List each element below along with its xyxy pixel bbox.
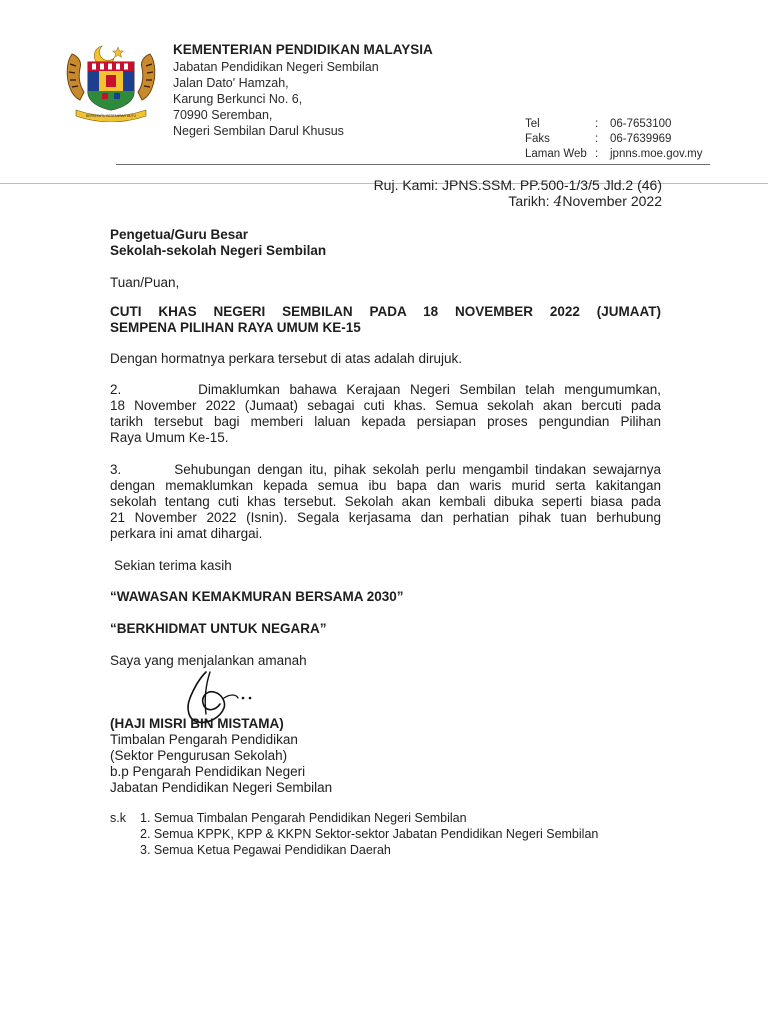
reference-number: Ruj. Kami: JPNS.SSM. PP.500-1/3/5 Jld.2 (46) (373, 177, 662, 193)
letterhead-divider (116, 164, 710, 165)
contact-value: 06-7653100 (610, 118, 672, 130)
signatory-name: (HAJI MISRI BIN MISTAMA) (110, 716, 284, 731)
paragraph-2: 2. Dimaklumkan bahawa Kerajaan Negeri Sembilan telah mengumumkan, 18 November 2022 (Jumaat) sebagai cuti khas. Semua sekolah akan bercuti pada tarikh tersebut bagi memberi laluan kepada persiapan proses pengundian Pilihan Raya Umum Ke-15. (110, 382, 661, 445)
handwritten-day: 4 (553, 194, 563, 210)
reference-block (357, 177, 662, 210)
paragraph-1: Dengan hormatnya perkara tersebut di atas adalah dirujuk. (110, 351, 462, 366)
letter-date: Tarikh: 4November 2022 (508, 193, 662, 210)
salutation: Tuan/Puan, (110, 275, 180, 290)
contact-value: jpnns.moe.gov.my (610, 148, 703, 160)
contact-label: Tel (525, 118, 540, 130)
contact-block (525, 117, 702, 162)
signatory-title: Jabatan Pendidikan Negeri Sembilan (110, 780, 333, 795)
slogan-wawasan: “WAWASAN KEMAKMURAN BERSAMA 2030” (110, 589, 404, 604)
cc-label: s.k (110, 811, 126, 825)
signatory-title: b.p Pengarah Pendidikan Negeri (110, 764, 306, 779)
subject-heading (110, 304, 661, 336)
address-line: Karung Berkunci No. 6, (173, 92, 303, 106)
contact-tel: Tel : 06-7653100 (525, 118, 672, 130)
contact-label: Faks (525, 133, 550, 145)
address-line: Jabatan Pendidikan Negeri Sembilan (173, 60, 379, 74)
paragraph-number: 2. (110, 382, 122, 397)
subject-line: CUTI KHAS NEGERI SEMBILAN PADA 18 NOVEMBER 2022 (JUMAAT) (110, 304, 661, 319)
subject-line: SEMPENA PILIHAN RAYA UMUM KE-15 (110, 320, 361, 335)
address-line: 70990 Seremban, (173, 108, 273, 122)
contact-web: Laman Web : jpnns.moe.gov.my (525, 148, 703, 160)
contact-label: Laman Web (525, 148, 587, 160)
address-line: Negeri Sembilan Darul Khusus (173, 124, 344, 138)
svg-text:BERSEKUTU BERTAMBAH MUTU: BERSEKUTU BERTAMBAH MUTU (85, 114, 137, 118)
cc-item: 2. Semua KPPK, KPP & KKPN Sektor-sektor Jabatan Pendidikan Negeri Sembilan (140, 827, 599, 841)
contact-fax: Faks : 06-7639969 (525, 133, 672, 145)
ministry-name: KEMENTERIAN PENDIDIKAN MALAYSIA (173, 42, 433, 57)
signatory-block (110, 716, 332, 796)
slogan-berkhidmat: “BERKHIDMAT UNTUK NEGARA” (110, 621, 327, 636)
paragraph-number: 3. (110, 462, 122, 477)
cc-item: 3. Semua Ketua Pegawai Pendidikan Daerah (140, 843, 391, 857)
cc-list (110, 810, 598, 858)
signatory-title: (Sektor Pengurusan Sekolah) (110, 748, 288, 763)
recipient-block (110, 227, 326, 259)
paragraph-3: 3. Sehubungan dengan itu, pihak sekolah perlu mengambil tindakan sewajarnya dengan memaklumkan kepada semua ibu bapa dan waris murid serta kakitangan sekolah tentang cuti khas tersebut. Sekolah akan kembali dibuka seperti biasa pada 21 November 2022 (Isnin). Segala kerjasama dan perhatian pihak tuan berhubung perkara ini amat dihargai. (110, 462, 661, 541)
signatory-title: Timbalan Pengarah Pendidikan (110, 732, 298, 747)
closing-trust: Saya yang menjalankan amanah (110, 653, 307, 668)
letterhead-address-block (173, 42, 433, 139)
closing-thanks: Sekian terima kasih (114, 558, 232, 573)
recipient-line: Pengetua/Guru Besar (110, 227, 249, 242)
cc-item: 1. Semua Timbalan Pengarah Pendidikan Negeri Sembilan (140, 811, 467, 825)
recipient-line: Sekolah-sekolah Negeri Sembilan (110, 243, 327, 258)
contact-value: 06-7639969 (610, 133, 672, 145)
address-line: Jalan Dato' Hamzah, (173, 76, 289, 90)
malaysia-crest-logo (62, 42, 160, 122)
